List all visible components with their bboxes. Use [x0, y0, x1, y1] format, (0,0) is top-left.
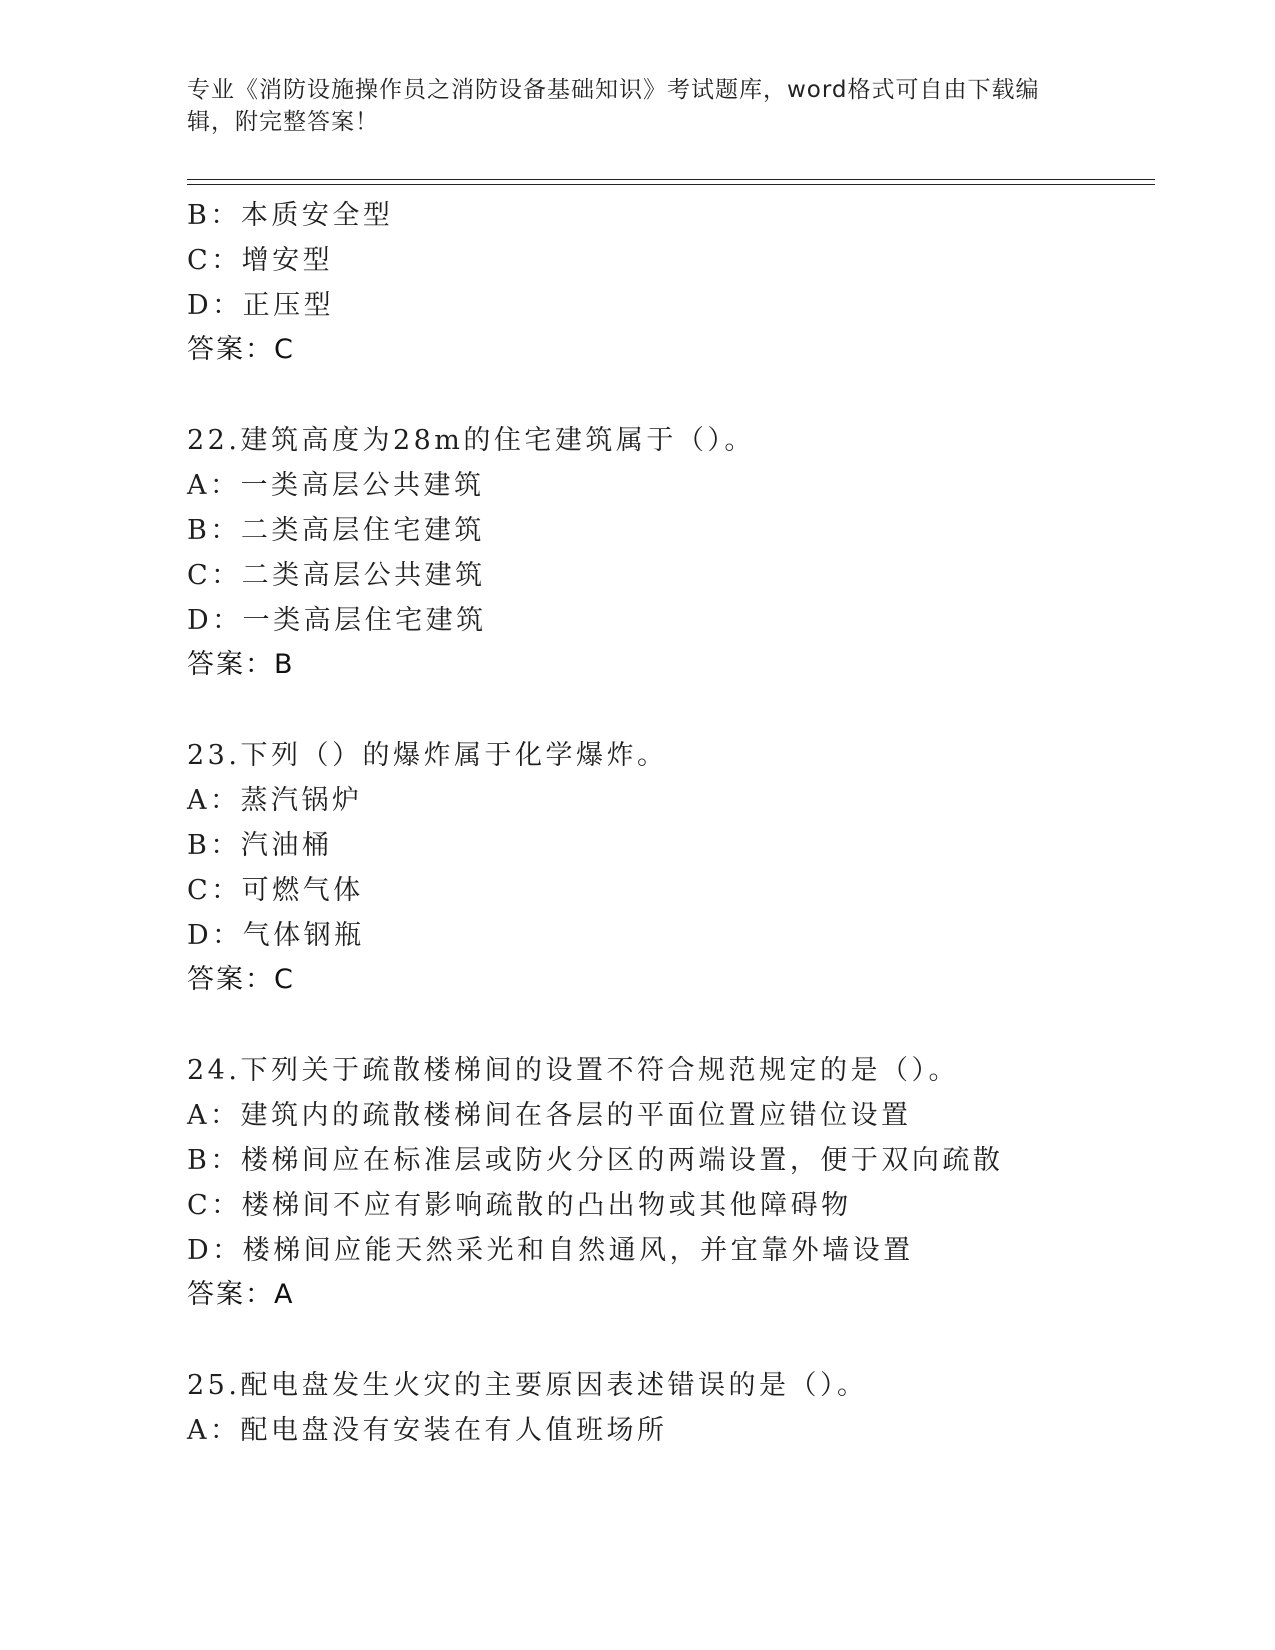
option-d-q21: D：正压型: [187, 290, 335, 321]
question-22: 22.建筑高度为28m的住宅建筑属于（）。: [187, 425, 755, 456]
question-24: 24.下列关于疏散楼梯间的设置不符合规范规定的是（）。: [187, 1055, 959, 1086]
question-23: 23.下列（）的爆炸属于化学爆炸。: [187, 740, 668, 771]
document-header: 专业《消防设施操作员之消防设备基础知识》考试题库，word格式可自由下载编辑，附完整答案！: [187, 77, 1040, 135]
option-c-q23: C：可燃气体: [187, 875, 364, 906]
option-d-q22: D：一类高层住宅建筑: [187, 605, 487, 636]
option-b-q21: B：本质安全型: [187, 200, 394, 231]
answer-q23: 答案：C: [187, 964, 295, 995]
option-d-q24: D：楼梯间应能天然采光和自然通风，并宜靠外墙设置: [187, 1235, 914, 1266]
answer-q22: 答案：B: [187, 649, 295, 680]
header-divider-bottom: [187, 184, 1155, 185]
option-d-q23: D：气体钢瓶: [187, 920, 365, 951]
option-a-q23: A：蒸汽锅炉: [187, 785, 363, 816]
header-divider-top: [187, 179, 1155, 180]
option-b-q24: B：楼梯间应在标准层或防火分区的两端设置，便于双向疏散: [187, 1145, 1004, 1176]
option-c-q22: C：二类高层公共建筑: [187, 560, 486, 591]
option-c-q21: C：增安型: [187, 245, 334, 276]
option-b-q23: B：汽油桶: [187, 830, 333, 861]
option-c-q24: C：楼梯间不应有影响疏散的凸出物或其他障碍物: [187, 1190, 852, 1221]
option-b-q22: B：二类高层住宅建筑: [187, 515, 485, 546]
option-a-q22: A：一类高层公共建筑: [187, 470, 485, 501]
option-a-q25: A：配电盘没有安装在有人值班场所: [187, 1415, 668, 1446]
question-25: 25.配电盘发生火灾的主要原因表述错误的是（）。: [187, 1370, 868, 1401]
answer-q24: 答案：A: [187, 1279, 295, 1310]
option-a-q24: A：建筑内的疏散楼梯间在各层的平面位置应错位设置: [187, 1100, 912, 1131]
answer-q21: 答案：C: [187, 334, 295, 365]
